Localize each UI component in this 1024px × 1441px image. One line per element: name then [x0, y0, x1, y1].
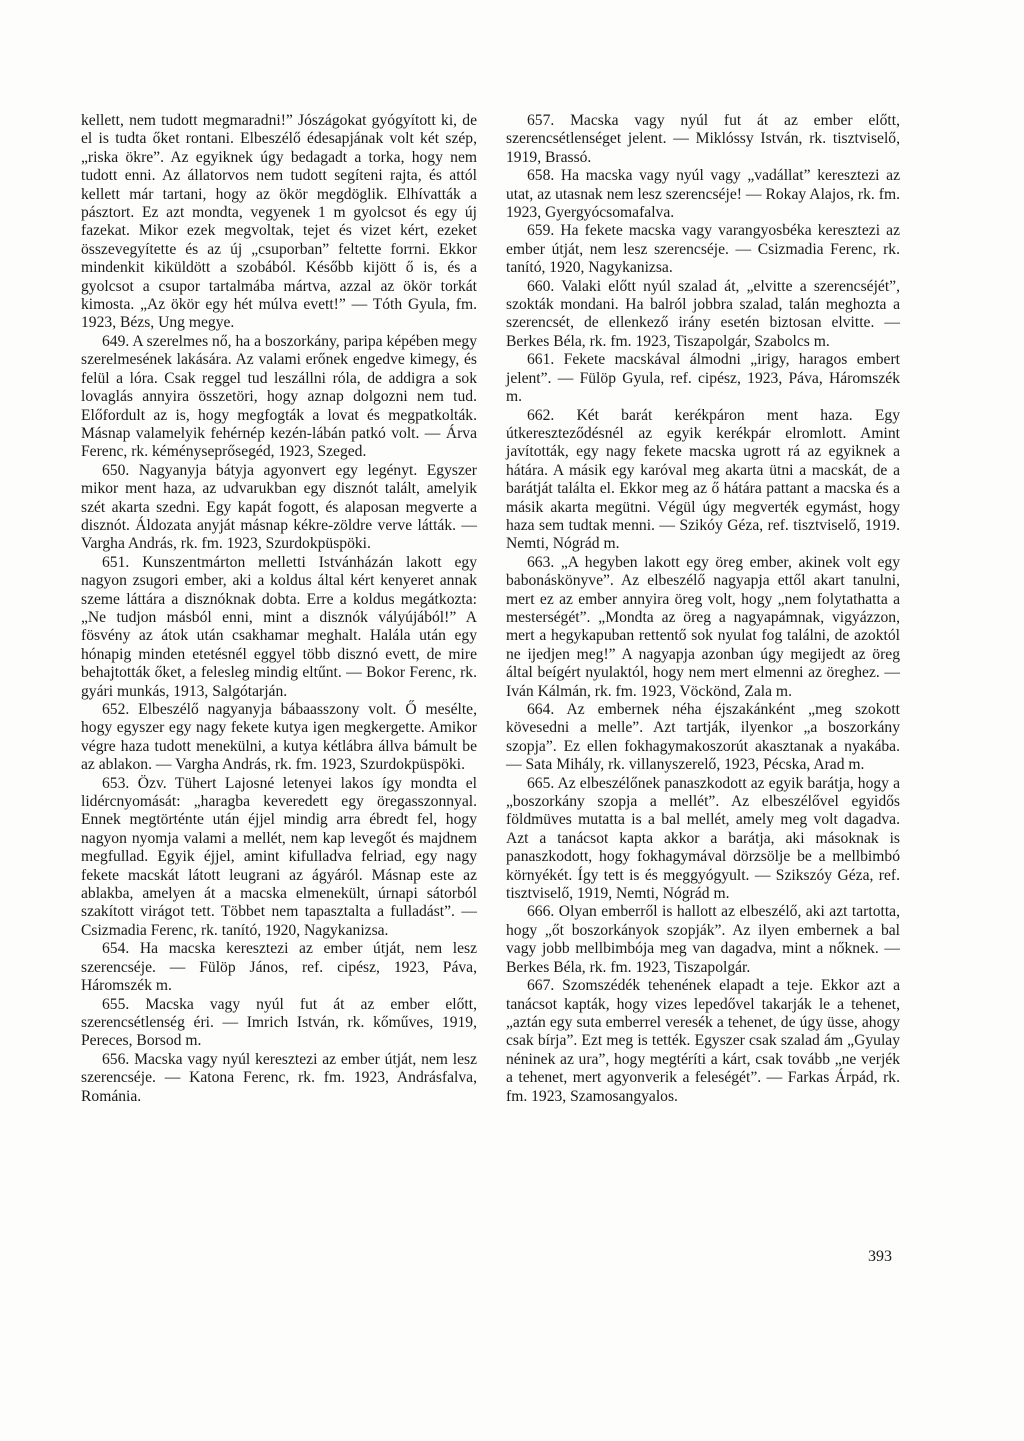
- left-text-column: [81, 112, 477, 1106]
- entry-660: 660. Valaki előtt nyúl szalad át, „elvitte a szerencséjét”, szokták mondani. Ha balról jobbra szalad, talán meghozta a szerencsét, de ellenkező irány esetén biztosan elvitte. — Berkes Béla, rk. fm. 1923, Tiszapolgár, Szabolcs m.: [506, 277, 900, 350]
- entry-654: 654. Ha macska keresztezi az ember útját, nem lesz szerencséje. — Fülöp János, ref. cipész, 1923, Páva, Háromszék m.: [81, 940, 477, 995]
- entry-667: 667. Szomszédék tehenének elapadt a teje. Ekkor azt a tanácsot kapták, hogy vizes lepedővel takarják le a tehenet, „aztán egy suta emberrel veresék a tehenet, de úgy üsse, ahogy csak bírja”. Ezt meg is tették. Egyszer csak szalad ám „Gyulay néninek az ura”, hogy megtéríti a kárt, csak tovább „ne verjék a tehenet, mert agyonverik a feleségét”. — Farkas Árpád, rk. fm. 1923, Szamosangyalos.: [506, 977, 900, 1105]
- entry-664: 664. Az embernek néha éjszakánként „meg szokott kövesedni a melle”. Azt tartják, ilyenkor „a boszorkány szopja”. Ez ellen fokhagymakoszorút akasztanak a nyakába. — Sata Mihály, rk. villanyszerelő, 1923, Pécska, Arad m.: [506, 701, 900, 774]
- entry-656: 656. Macska vagy nyúl keresztezi az ember útját, nem lesz szerencséje. — Katona Ferenc, rk. fm. 1923, Andrásfalva, Románia.: [81, 1050, 477, 1105]
- entry-663: 663. „A hegyben lakott egy öreg ember, akinek volt egy babonáskönyve”. Az elbeszélő nagyapja ettől akart tanulni, mert ez az ember annyira öreg volt, hogy „nem folytathatta a mesterségét”. „Mondta az öreg a nagyapámnak, vigyázzon, mert a hegykapuban rettentő sok nyulat fog találni, de azoktól ne ijedjen meg!” A nagyapja azonban úgy megijedt az öreg által beígért nyulaktól, hogy nem mert elmenni az öreghez. — Iván Kálmán, rk. fm. 1923, Vöckönd, Zala m.: [506, 553, 900, 700]
- entry-651: 651. Kunszentmárton melletti Istvánházán lakott egy nagyon zsugori ember, aki a koldus által kért kenyeret annak szeme láttára a disznóknak dobta. Erre a koldus megátkozta: „Ne tudjon másból enni, mint a disznók vályújából!” A fösvény az átok után csakhamar meghalt. Halála után egy hónapig minden etetésnél eggyel több disznó evett, de mire behajtották őket, a felesleg mindig eltűnt. — Bokor Ferenc, rk. gyári munkás, 1913, Salgótarján.: [81, 553, 477, 700]
- page-number: 393: [868, 1248, 892, 1265]
- entry-653: 653. Özv. Tühert Lajosné letenyei lakos így mondta el lidércnyomását: „haragba keveredett egy öregasszonnyal. Ennek megtörténte után éjjel mindig arra ébredt fel, hogy nagyon nyomja valami a mellét, nem kap levegőt és majdnem megfullad. Egyik éjjel, amint kifulladva felriad, egy nagy fekete macskát látott leugrani az ágyáról. Másnap este az ablakba, amelyen át a macska elmenekült, úrnapi sátorból szakított virágot tett. Többet nem tapasztalta a fulladást”. — Csizmadia Ferenc, rk. tanító, 1920, Nagykanizsa.: [81, 774, 477, 939]
- entry-649: 649. A szerelmes nő, ha a boszorkány, paripa képében megy szerelmesének lakására. Az valami erőnek engedve kimegy, és felül a lóra. Csak reggel tud leszállni róla, de addigra a sok lovaglás annyira összetöri, hogy aznap dolgozni nem tud. Előfordult az is, hogy megfogták a lovat és megpatkolták. Másnap valamelyik fehérnép kezén-lábán patkó volt. — Árva Ferenc, rk. kéményseprősegéd, 1923, Szeged.: [81, 332, 477, 461]
- entry-652: 652. Elbeszélő nagyanyja bábaasszony volt. Ő mesélte, hogy egyszer egy nagy fekete kutya igen megkergette. Amikor végre haza tudott menekülni, a kutya kétlábra állva bámult be az ablakon. — Vargha András, rk. fm. 1923, Szurdokpüspöki.: [81, 701, 477, 774]
- continuation-paragraph: kellett, nem tudott megmaradni!” Jószágokat gyógyított ki, de el is tudta őket rontani. Elbeszélő édesapjának volt két szép, „riska ökre”. Az egyiknek úgy bedagadt a torka, hogy nem tudott enni. Az állatorvos nem tudott segíteni rajta, és attól kellett már tartani, hogy az ökör megdöglik. Elhívatták a pásztort. Ez azt mondta, vegyenek 1 m gyolcsot és egy új fazekat. Mikor ezek megvoltak, tejet és vizet kért, ezeket összevegyítette és az új „csuporban” feltette forrni. Ekkor mindenkit kiküldött a szobából. Később kijött ő is, és a gyolcsot a csupor tartalmába mártva, azzal az ökör torkát kimosta. „Az ökör egy hét múlva evett!” — Tóth Gyula, fm. 1923, Bézs, Ung megye.: [81, 112, 477, 332]
- right-text-column: [506, 112, 900, 1106]
- entry-659: 659. Ha fekete macska vagy varangyosbéka keresztezi az ember útját, nem lesz szerencséje. — Csizmadia Ferenc, rk. tanító, 1920, Nagykanizsa.: [506, 222, 900, 277]
- entry-661: 661. Fekete macskával álmodni „irigy, haragos embert jelent”. — Fülöp Gyula, ref. cipész, 1923, Páva, Háromszék m.: [506, 351, 900, 406]
- entry-658: 658. Ha macska vagy nyúl vagy „vadállat” keresztezi az utat, az utasnak nem lesz szerencséje! — Rokay Alajos, rk. fm. 1923, Gyergyócsomafalva.: [506, 167, 900, 222]
- entry-655: 655. Macska vagy nyúl fut át az ember előtt, szerencsétlenség éri. — Imrich István, rk. kőműves, 1919, Pereces, Borsod m.: [81, 995, 477, 1050]
- entry-665: 665. Az elbeszélőnek panaszkodott az egyik barátja, hogy a „boszorkány szopja a mellét”. Az elbeszélővel egyidős földmüves mutatta is a bal mellét, amely meg volt dagadva. Azt a tanácsot kapta akkor a barátja, aki másoknak is panaszkodott, hogy fokhagymával dörzsölje be a mellbimbó környékét. Így tett is és meggyógyult. — Szikszóy Géza, ref. tisztviselő, 1919, Nemti, Nógrád m.: [506, 774, 900, 903]
- entry-657: 657. Macska vagy nyúl fut át az ember előtt, szerencsétlenséget jelent. — Miklóssy István, rk. tisztviselő, 1919, Brassó.: [506, 112, 900, 166]
- entry-650: 650. Nagyanyja bátyja agyonvert egy legényt. Egyszer mikor ment haza, az udvarukban egy disznót talált, amelyik szét akarta szedni. Egy kapát fogott, és alaposan megverte a disznót. Áldozata anyját másnap kékre-zöldre verve látták. — Vargha András, rk. fm. 1923, Szurdokpüspöki.: [81, 461, 477, 553]
- entry-662: 662. Két barát kerékpáron ment haza. Egy útkereszteződésnél az egyik kerékpár elromlott. Amint javították, egy nagy fekete macska ugrott rá az egyiknek a hátára. A másik egy karóval meg akarta ütni a macskát, de a barátját találta el. Ekkor meg az ő hátára pattant a macska és a másik akarta megütni. Végül úgy megverték egymást, hogy haza sem tudtak menni. — Szikóy Géza, ref. tisztviselő, 1919. Nemti, Nógrád m.: [506, 406, 900, 553]
- entry-666: 666. Olyan emberről is hallott az elbeszélő, aki azt tartotta, hogy „őt boszorkányok szopják”. Az ilyen embernek a bal vagy jobb mellbimbója meg van dagadva, mint a nőknek. — Berkes Béla, rk. fm. 1923, Tiszapolgár.: [506, 903, 900, 976]
